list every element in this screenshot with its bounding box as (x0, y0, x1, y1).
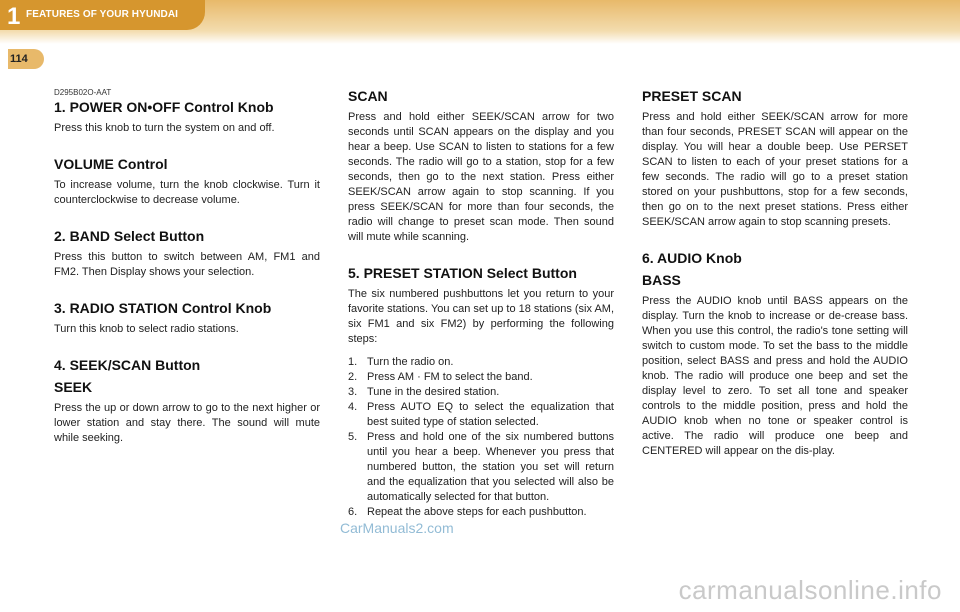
station-knob-heading: 3. RADIO STATION Control Knob (54, 300, 272, 316)
seek-scan-heading: 4. SEEK/SCAN Button (54, 357, 201, 373)
chapter-title: FEATURES OF YOUR HYUNDAI (26, 9, 179, 20)
seek-subheading: SEEK (54, 379, 93, 395)
list-item: 3. Tune in the desired station. (348, 386, 500, 398)
power-knob-text: Press this knob to turn the system on and off. (54, 122, 275, 134)
preset-scan-text: Press and hold either SEEK/SCAN arrow for more than four seconds, PRESET SCAN will appear on the display. You will hear a double beep. Use PERSET SCAN to listen to each of your preset stations for a few seconds. The radio will go to a preset station stored on your pushbuttons, stop for a few seconds, then go on to the next preset stations. Press either SEEK/SCAN arrow again to stop scanning presets. (642, 111, 908, 228)
list-item: 1. Turn the radio on. (348, 356, 454, 368)
bass-subheading: BASS (642, 272, 681, 288)
chapter-number: 1 (7, 3, 21, 30)
volume-heading: VOLUME Control (54, 156, 168, 172)
seek-text: Press the up or down arrow to go to the next higher or lower station and stay there. The sound will mute while seeking. (54, 402, 320, 444)
station-knob-text: Turn this knob to select radio stations. (54, 323, 239, 335)
list-item: 5. Press and hold one of the six numbered buttons until you hear a beep. Whenever you press that numbered button, the station you set will return and the equalization that you selected will also be automatically selected for that button. (348, 431, 614, 503)
preset-station-heading: 5. PRESET STATION Select Button (348, 265, 577, 281)
preset-steps-list (348, 355, 614, 520)
list-item: 6. Repeat the above steps for each pushbutton. (348, 506, 587, 518)
scan-heading: SCAN (348, 88, 388, 104)
audio-knob-heading: 6. AUDIO Knob (642, 250, 742, 266)
power-knob-heading: 1. POWER ON•OFF Control Knob (54, 99, 274, 115)
column-left (54, 88, 320, 446)
preset-station-text: The six numbered pushbuttons let you return to your favorite stations. You can set up to 18 stations (six AM, six FM1 and six FM2) by performing the following steps: (348, 288, 614, 345)
list-item: 2. Press AM · FM to select the band. (348, 371, 533, 383)
watermark: CarManuals2.com (340, 520, 454, 536)
preset-scan-heading: PRESET SCAN (642, 88, 742, 104)
band-text: Press this button to switch between AM, FM1 and FM2. Then Display shows your selection. (54, 251, 320, 278)
chapter-tab (0, 0, 205, 30)
watermark: carmanualsonline.info (678, 575, 942, 605)
scan-text: Press and hold either SEEK/SCAN arrow for two seconds until SCAN appears on the display and you hear a beep. Use SCAN to listen to stations for a few seconds. The radio will go to a station, stop for a few seconds, then go to the next station. Press either SEEK/SCAN arrow again to stop scanning. If you press SEEK/SCAN for more than four seconds, the radio will change to preset scan mode. Then sound will mute while scanning. (348, 111, 614, 243)
band-heading: 2. BAND Select Button (54, 228, 205, 244)
list-item: 4. Press AUTO EQ to select the equalization that best suited type of station selected. (348, 401, 614, 428)
page-number: 114 (8, 49, 44, 69)
column-right (642, 88, 908, 459)
volume-text: To increase volume, turn the knob clockwise. Turn it counterclockwise to decrease volume. (54, 179, 320, 206)
section-code: D295B02O-AAT (54, 88, 112, 97)
bass-text: Press the AUDIO knob until BASS appears on the display. Turn the knob to increase or de-crease bass. When you use this control, the radio's tone setting will switch to custom mode. To set the bass to the middle position, select BASS and press and hold the AUDIO knob. The radio will produce one beep and set the display level to zero. To set all tone and speaker controls to the middle position, press and hold the AUDIO knob when no tone or speaker control is active. The radio will produce one beep and CENTERED will appear on the dis-play. (642, 295, 908, 457)
column-middle (348, 88, 614, 520)
